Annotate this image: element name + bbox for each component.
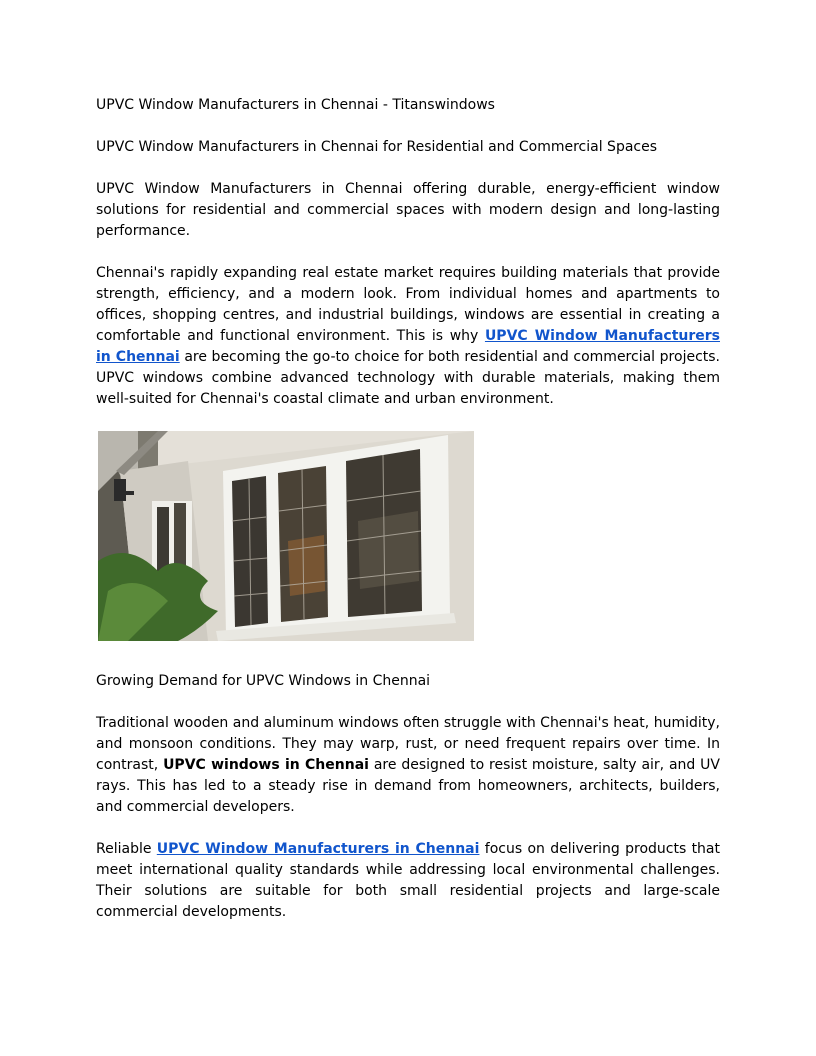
- demand-paragraph-text-start: Traditional wooden and aluminum windows often struggle with Chennai's heat, humidity, and monsoon conditions. They may warp, rust, or need frequent repairs over time. In contrast,: [96, 715, 720, 773]
- market-paragraph: [96, 263, 720, 410]
- demand-paragraph-text-end: are designed to resist moisture, salty air, and UV rays. This has led to a steady rise in demand from homeowners, architects, builders, and commercial developers.: [96, 757, 720, 815]
- manufacturers-link-2[interactable]: UPVC Window Manufacturers in Chennai: [156, 841, 480, 857]
- document-title: UPVC Window Manufacturers in Chennai - Titanswindows: [96, 97, 495, 113]
- intro-paragraph: UPVC Window Manufacturers in Chennai offering durable, energy-efficient window solutions for residential and commercial spaces with modern design and long-lasting performance.: [96, 181, 720, 239]
- reliable-paragraph-text-start: Reliable: [96, 841, 157, 857]
- market-paragraph-text-end: are becoming the go-to choice for both residential and commercial projects. UPVC windows combine advanced technology with durable materials, making them well-suited for Chennai's coastal climate and urban environment.: [96, 349, 720, 407]
- manufacturers-link-1[interactable]: UPVC Window Manufacturers in Chennai: [96, 328, 720, 365]
- upvc-window-photo: [98, 431, 474, 641]
- reliable-paragraph-text-end: focus on delivering products that meet international quality standards while addressing local environmental challenges. Their solutions are suitable for both small residential projects and large-scale commercial developments.: [96, 841, 720, 920]
- section-heading-demand: Growing Demand for UPVC Windows in Chennai: [96, 673, 431, 689]
- upvc-chennai-bold: UPVC windows in Chennai: [163, 757, 369, 773]
- demand-paragraph: [96, 713, 720, 818]
- market-paragraph-text-start: Chennai's rapidly expanding real estate market requires building materials that provide strength, efficiency, and a modern look. From individual homes and apartments to offices, shopping centres, and industrial buildings, windows are essential in creating a comfortable and functional environment. This is why: [96, 265, 720, 344]
- reliable-paragraph: [96, 839, 720, 923]
- document-subtitle: UPVC Window Manufacturers in Chennai for Residential and Commercial Spaces: [96, 139, 658, 155]
- document-content: [96, 95, 720, 944]
